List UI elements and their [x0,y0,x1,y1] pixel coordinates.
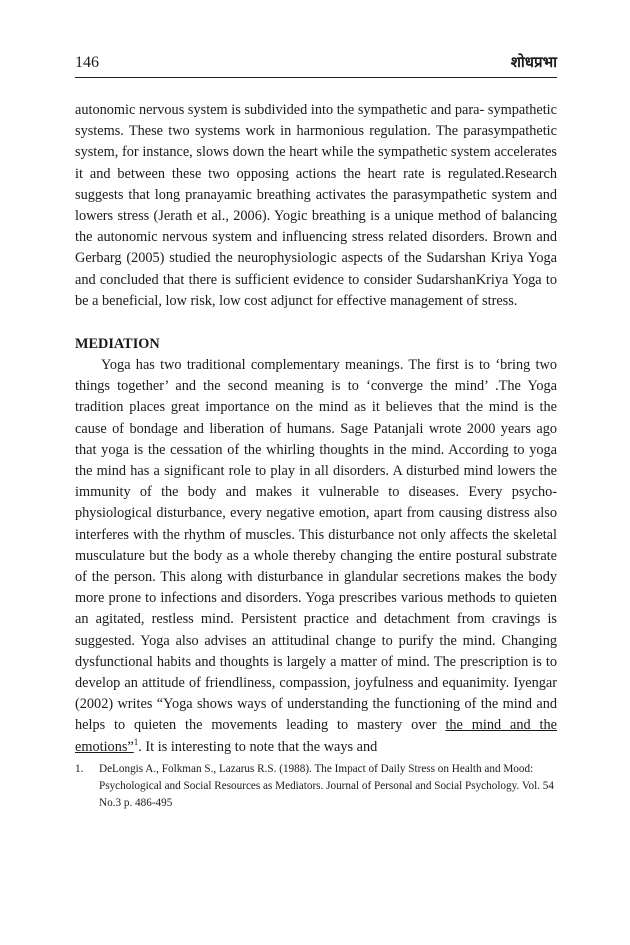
header-rule [75,77,557,78]
section-heading: MEDIATION [75,336,160,353]
footnote [75,761,557,812]
body-text [75,100,557,812]
page-header [75,48,557,72]
journal-name: शोधप्रभा [510,53,557,71]
page-number: 146 [75,54,99,71]
paragraph-mediation-main: Yoga has two traditional complementary meanings. The first is to ‘bring two things together’ and the second meaning is to ‘converge the mind’ .The Yoga tradition places great importance on the mind as it believes that the mind is the cause of bondage and liberation of humans. Sage Patanjali wrote 2000 years ago that yoga is the cessation of the whirling thoughts in the mind. According to yoga the mind has a significant role to play in all disorders. A disturbed mind lowers the immunity of the body and makes it vulnerable to diseases. Every psycho-physiological disturbance, every negative emotion, apart from causing distress also interferes with the rhythm of muscles. This disturbance not only affects the skeletal musculature but the body as a whole thereby changing the entire postural substrate of the person. This along with disturbance in glandular secretions makes the body more prone to infections and disorders. Yoga prescribes various methods to quieten an agitated, restless mind. Persistent practice and detachment from cravings is suggested. Yoga also advises an attitudinal change to purify the mind. Changing dysfunctional habits and thoughts is largely a matter of mind. The prescription is to develop an attitude of friendliness, compassion, joyfulness and equanimity. Iyengar (2002) writes “Yoga shows ways of understanding the functioning of the mind and helps to quieten the movements leading to mastery over [75,357,557,734]
footnote-number: 1. [75,762,84,775]
underlined-quote: the mind and the emotions” [75,717,558,755]
footnote-text: DeLongis A., Folkman S., Lazarus R.S. (1988). The Impact of Daily Stress on Health and Mood: Psychological and Social Resources as Mediators. Journal of Personal and Social Psychology. Vol. 54 No.3 p. 486-495 [99,762,554,809]
document-page [75,48,557,812]
paragraph-mediation [75,355,557,758]
paragraph-autonomic: autonomic nervous system is subdivided into the sympathetic and para- sympathetic systems. These two systems work in harmonious regulation. The parasympathetic system, for instance, slows down the heart while the sympathetic system accelerates it and between these two opposing actions the heart rate is regulated.Research suggests that long pranayamic breathing activates the parasympathetic system and lowers stress (Jerath et al., 2006). Yogic breathing is a unique method of balancing the autonomic nervous system and influencing stress related disorders. Brown and Gerbarg (2005) studied the neurophysiologic aspects of the Sudarshan Kriya Yoga and concluded that there is sufficient evidence to consider SudarshanKriya Yoga to be a beneficial, low risk, low cost adjunct for effective management of stress. [75,102,557,309]
paragraph-mediation-tail: . It is interesting to note that the ways and [138,738,378,755]
footnote-reference: 1 [133,736,139,747]
